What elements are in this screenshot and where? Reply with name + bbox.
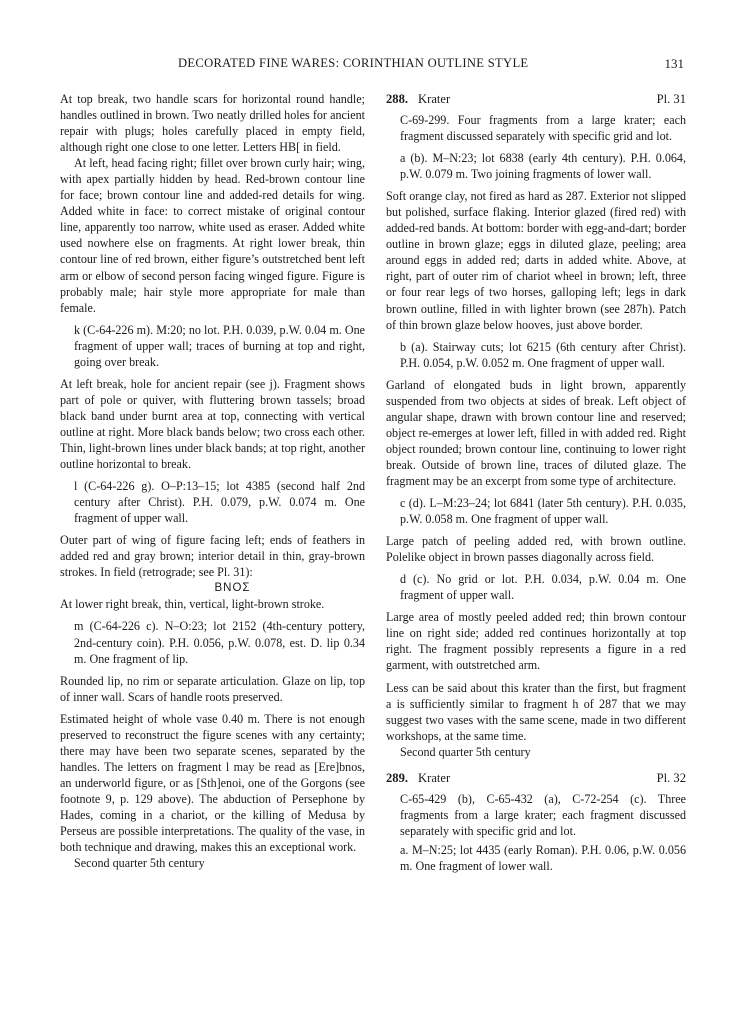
catalogue-item-d: d (c). No grid or lot. P.H. 0.034, p.W. 0.04 m. One fragment of upper wall. <box>400 572 686 603</box>
catalogue-item-a: a. M–N:25; lot 4435 (early Roman). P.H. 0.06, p.W. 0.056 m. One fragment of lower wall. <box>400 842 686 873</box>
paragraph: At top break, two handle scars for horizontal round handle; handles outlined in brown. Two neatly drilled holes for ancient repair with plugs; holes carefully placed in empty field, although right one close to one letter. Letters HB[ in field. <box>60 92 365 155</box>
paragraph: Outer part of wing of figure facing left; ends of feathers in added red and gray brown; interior detail in thin, gray-brown strokes. In field (retrograde; see Pl. 31): <box>60 533 365 580</box>
entry-heading-288 <box>386 91 686 109</box>
paragraph: Garland of elongated buds in light brown, apparently suspended from two objects at sides of break. Left object of angular shape, drawn with brown contour line and reserved; object re-emerges at lower left, filled in with added red. Right object rounded; brown contour line, continuing to lower right break. Outside of brown line, traces of diluted glaze. The fragment may be an excerpt from some type of architecture. <box>386 377 686 488</box>
inscription: BNOΣ <box>214 582 251 595</box>
catalogue-item-m: m (C-64-226 c). N–O:23; lot 2152 (4th-century pottery, 2nd-century coin). P.H. 0.056, p.W. 0.078, est. D. lip 0.34 m. One fragment of lip. <box>74 619 365 666</box>
page-number: 131 <box>664 56 684 71</box>
entry-number: 289. <box>386 770 409 785</box>
discussion-paragraph: Estimated height of whole vase 0.40 m. There is not enough preserved to reconstruct the figure scenes with any certainty; there may have been two separate scenes, separated by the handles. The letters on fragment l may be read as [Ere]bnos, an underworld figure, or as [Sth]enoi, one of the Gorgons (see footnote 9, p. 129 above). The abduction of Persephone by Hades, coming in a chariot, or the killing of Medusa by Perseus are possible interpretations. The quality of the vase, in both technique and drawing, makes this an exceptional work. <box>60 711 365 855</box>
paragraph: Soft orange clay, not fired as hard as 287. Exterior not slipped but polished, surface flaking. Interior glazed (fired red) with added-red bands. At bottom: border with egg-and-dart; border outline in brown glaze; eggs in diluted glaze, peeling; area around eggs in added red; darts in added white. Above, at right, part of outer rim of chariot wheel in brown; left, three or four rear legs of two horses, galloping left; legs in dark brown outline, filled in with lighter brown (see 287h). Patch of thin brown glaze below hooves, just above border. <box>386 189 686 332</box>
plate-reference: Pl. 31 <box>656 92 686 106</box>
plate-reference: Pl. 32 <box>656 770 686 785</box>
running-title: DECORATED FINE WARES: CORINTHIAN OUTLINE STYLE <box>178 56 529 70</box>
paragraph: Large area of mostly peeled added red; thin brown contour line on right side; added red continues horizontally at top right. The fragment possibly represents a figure in a red garment, with outstretched arm. <box>386 610 686 673</box>
date-line: Second quarter 5th century <box>74 856 205 871</box>
paragraph: At lower right break, thin, vertical, light-brown stroke. <box>60 597 325 612</box>
left-column <box>60 91 365 871</box>
entry-title: Krater <box>418 92 451 106</box>
paragraph: Rounded lip, no rim or separate articulation. Glaze on lip, top of inner wall. Scars of handle roots preserved. <box>60 673 365 704</box>
catalogue-summary: C-69-299. Four fragments from a large krater; each fragment discussed separately with specific grid and lot. <box>400 113 686 144</box>
running-head <box>60 56 684 78</box>
paragraph: Large patch of peeling added red, with brown outline. Polelike object in brown passes diagonally across field. <box>386 534 686 565</box>
catalogue-item-a: a (b). M–N:23; lot 6838 (early 4th century). P.H. 0.064, p.W. 0.079 m. Two joining fragments of lower wall. <box>400 151 686 182</box>
entry-number: 288. <box>386 92 409 106</box>
catalogue-item-k: k (C-64-226 m). M:20; no lot. P.H. 0.039, p.W. 0.04 m. One fragment of upper wall; traces of burning at top and right, going over break. <box>74 322 365 369</box>
catalogue-item-l: l (C-64-226 g). O–P:13–15; lot 4385 (second half 2nd century after Christ). P.H. 0.079, p.W. 0.074 m. One fragment of upper wall. <box>74 479 365 526</box>
entry-heading-289 <box>386 770 686 788</box>
discussion-paragraph: Less can be said about this krater than the first, but fragment a is sufficiently similar to fragment h of 287 that we may suggest two vases with the same scene, made in two different workshops, at the same time. <box>386 680 686 743</box>
right-column <box>386 91 686 874</box>
date-line: Second quarter 5th century <box>400 744 531 759</box>
paragraph: At left, head facing right; fillet over brown curly hair; wing, with apex partially hidden by head. Red-brown contour line for face; brown contour line and added-red details for wing. Added white in face: to correct mistake of original contour line, apparently too narrow, white used as eraser. Added white used nowhere else on fragments. At right lower break, thin contour line of red brown, either figure’s outstretched bent left arm or elbow of second person facing winged figure. Figure is probably male; hair style more appropriate for male than female. <box>60 156 365 315</box>
catalogue-item-c: c (d). L–M:23–24; lot 6841 (later 5th century). P.H. 0.035, p.W. 0.058 m. One fragment of upper wall. <box>400 496 686 527</box>
entry-title: Krater <box>418 770 451 785</box>
catalogue-summary: C-65-429 (b), C-65-432 (a), C-72-254 (c). Three fragments from a large krater; each fragment discussed separately with specific grid and lot. <box>400 791 686 838</box>
paragraph: At left break, hole for ancient repair (see j). Fragment shows part of pole or quiver, with fluttering brown tassels; broad black band under burnt area at top, connecting with vertical outline at right. More black bands below; two cross each other. Thin, light-brown lines under black bands; at top right, another outline horizontal to break. <box>60 376 365 472</box>
catalogue-item-b: b (a). Stairway cuts; lot 6215 (6th century after Christ). P.H. 0.054, p.W. 0.052 m. One fragment of upper wall. <box>400 339 686 370</box>
